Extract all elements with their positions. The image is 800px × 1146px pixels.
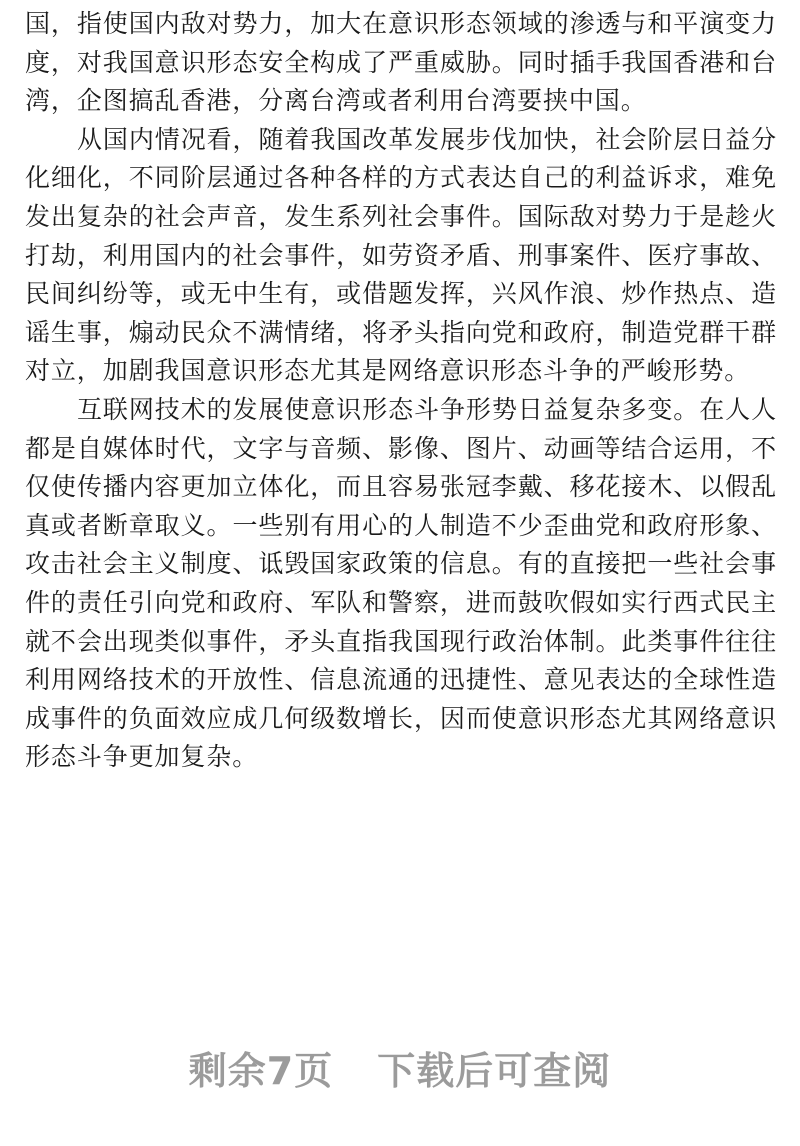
remaining-pages-label: 剩余7页 bbox=[188, 1049, 334, 1093]
paragraph-3: 互联网技术的发展使意识形态斗争形势日益复杂多变。在人人都是自媒体时代，文字与音频、影像、图片、动画等结合运用，不仅使传播内容更加立体化，而且容易张冠李戴、移花接木、以假乱真或者断章取义。一些别有用心的人制造不少歪曲党和政府形象、攻击社会主义制度、诋毁国家政策的信息。有的直接把一些社会事件的责任引向党和政府、军队和警察，进而鼓吹假如实行西式民主就不会出现类似事件，矛头直指我国现行政治体制。此类事件往往利用网络技术的开放性、信息流通的迅捷性、意见表达的全球性造成事件的负面效应成几何级数增长，因而使意识形态尤其网络意识形态斗争更加复杂。 bbox=[25, 394, 777, 772]
download-hint-label: 下载后可查阅 bbox=[377, 1049, 612, 1093]
paragraph-1: 国，指使国内敌对势力，加大在意识形态领域的渗透与和平演变力度，对我国意识形态安全构成了严重威胁。同时插手我国香港和台湾，企图搞乱香港，分离台湾或者利用台湾要挟中国。 bbox=[25, 9, 777, 116]
remaining-pages-notice[interactable] bbox=[0, 1040, 800, 1095]
document-body bbox=[25, 5, 777, 777]
paragraph-2: 从国内情况看，随着我国改革发展步伐加快，社会阶层日益分化细化，不同阶层通过各种各样的方式表达自己的利益诉求，难免发出复杂的社会声音，发生系列社会事件。国际敌对势力于是趁火打劫，利用国内的社会事件，如劳资矛盾、刑事案件、医疗事故、民间纠纷等，或无中生有，或借题发挥，兴风作浪、炒作热点、造谣生事，煽动民众不满情绪，将矛头指向党和政府，制造党群干群对立，加剧我国意识形态尤其是网络意识形态斗争的严峻形势。 bbox=[25, 124, 777, 386]
